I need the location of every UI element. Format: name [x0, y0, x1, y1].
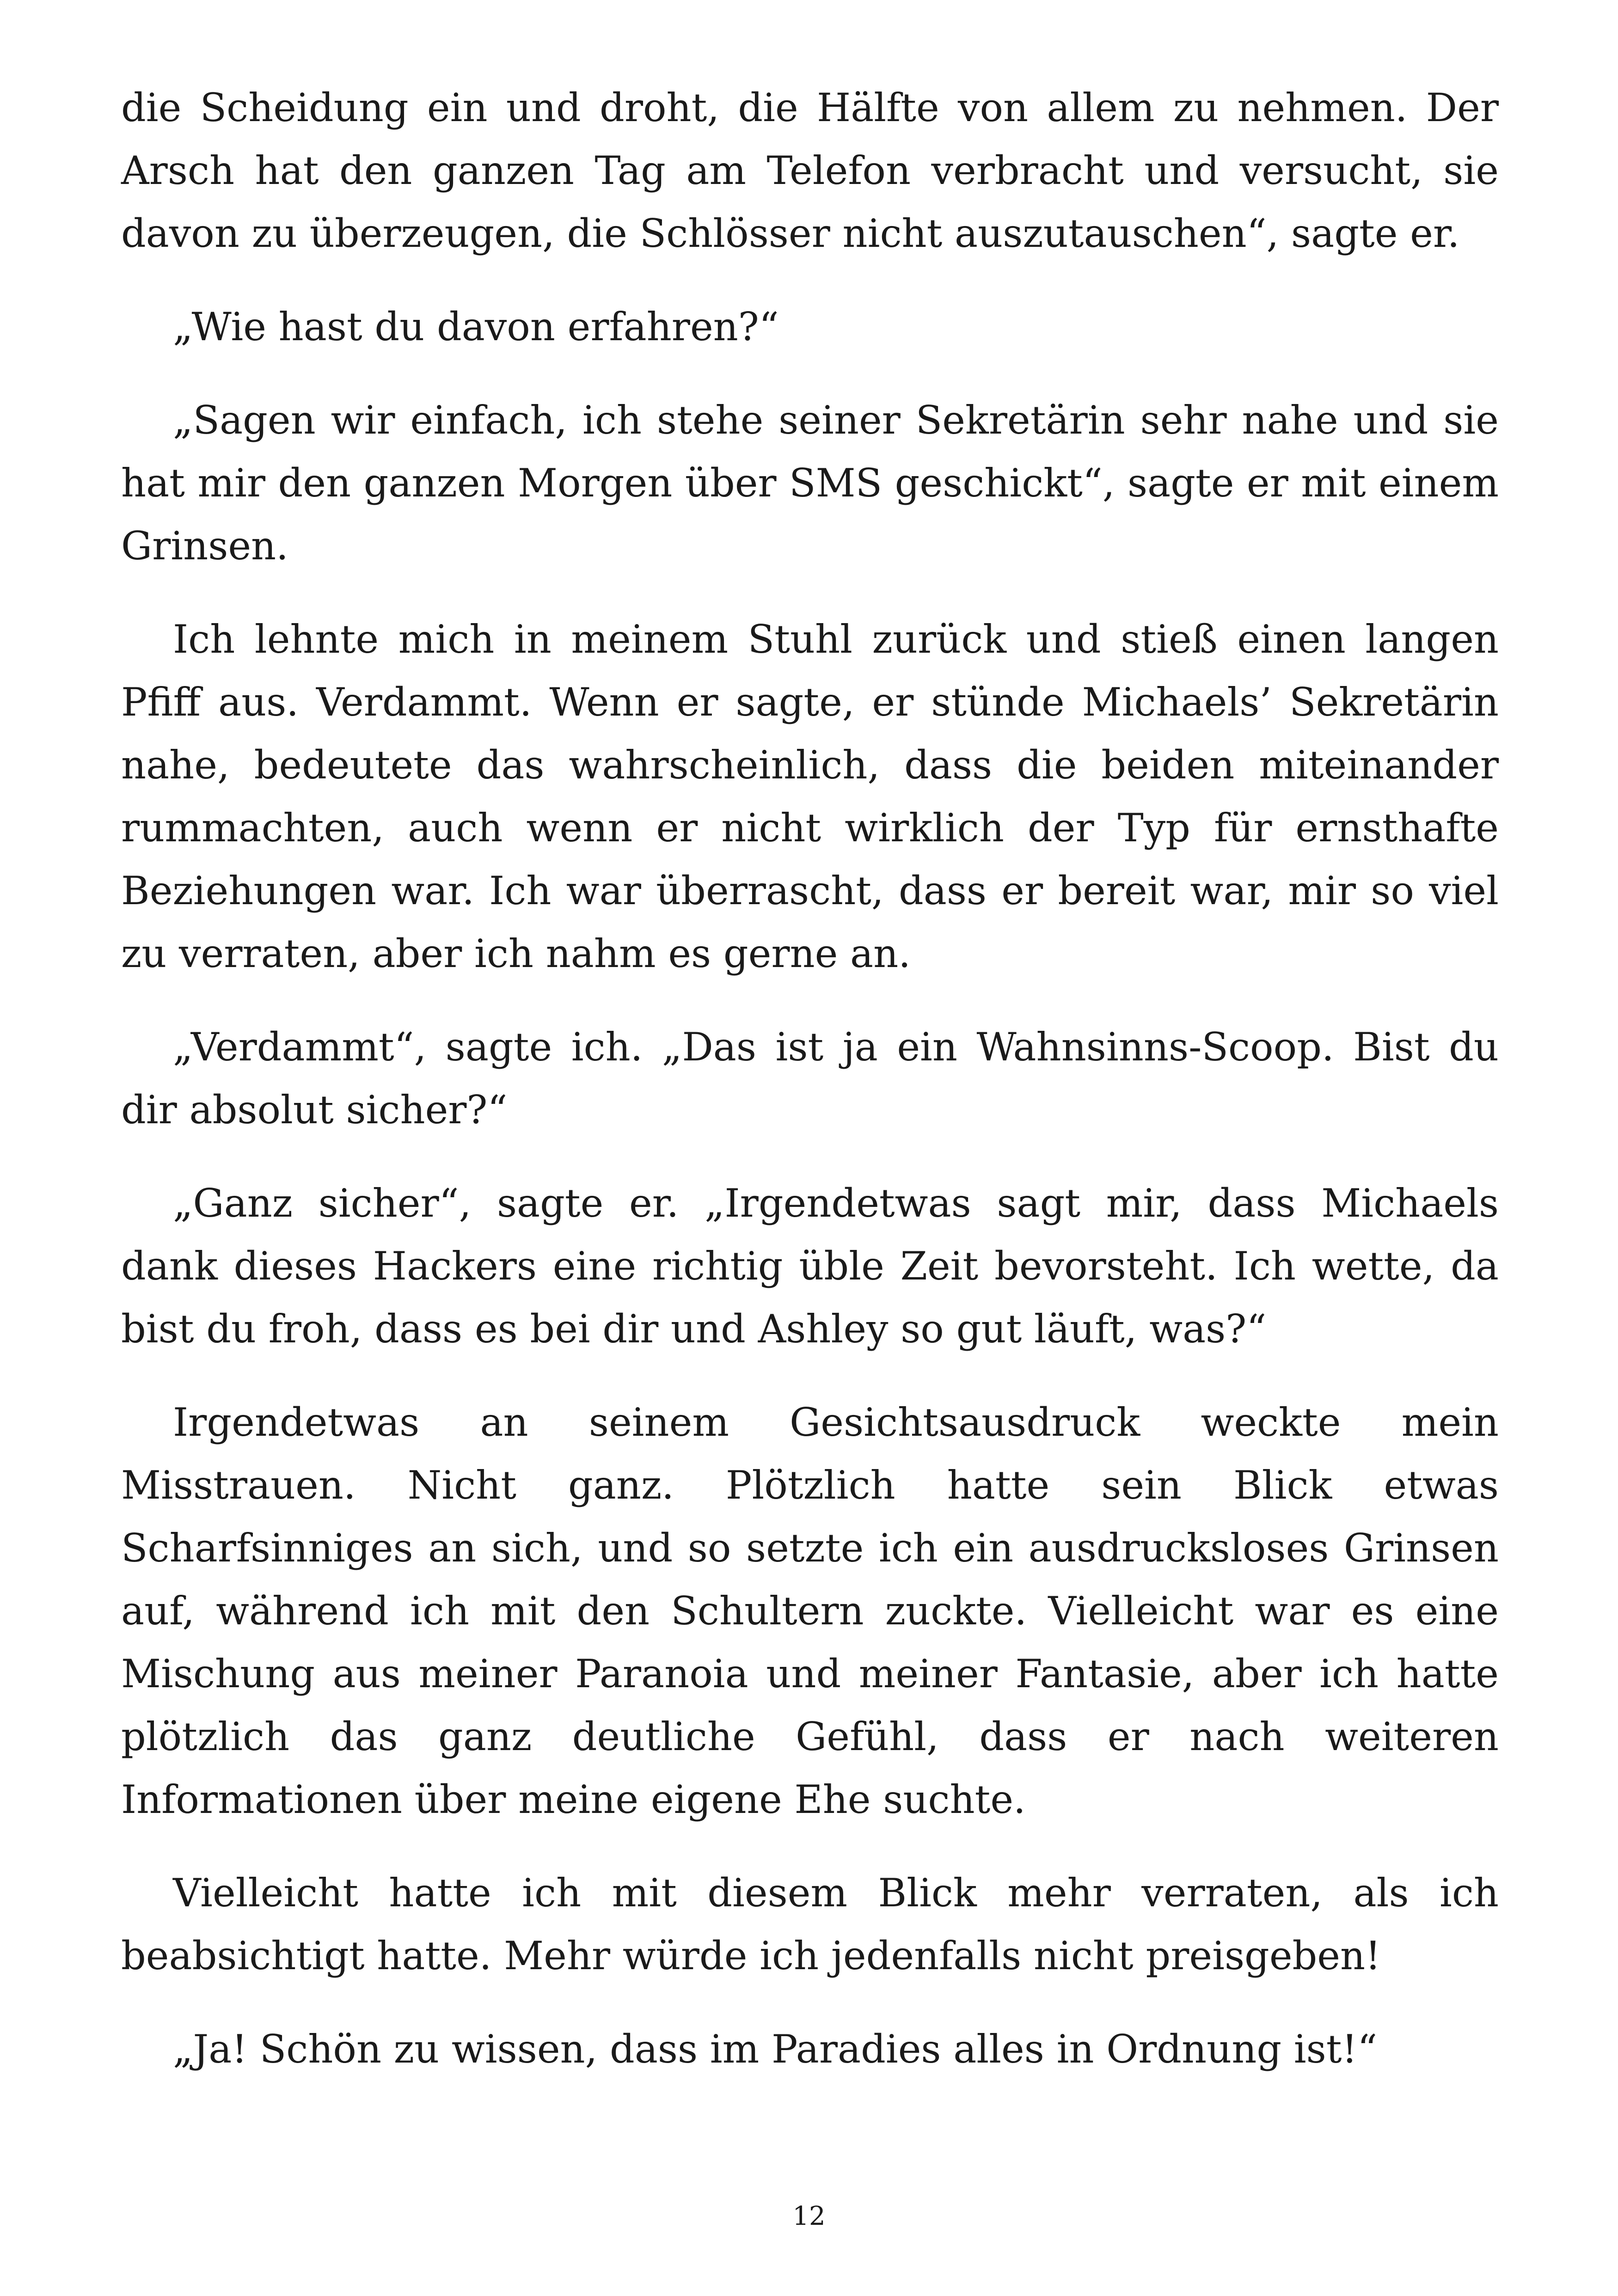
paragraph: „Verdammt“, sagte ich. „Das ist ja ein Wahnsinns-Scoop. Bist du dir absolut sicher?“ [121, 1024, 1499, 1133]
paragraph: Ich lehnte mich in meinem Stuhl zurück und stieß einen langen Pfiff aus. Verdammt. Wenn er sagte, er stünde Michaels’ Sekretärin nahe, bedeutete das wahrscheinlich, dass die beiden miteinander rummachten, auch wenn er nicht wirklich der Typ für ernsthafte Beziehungen war. Ich war überrascht, dass er bereit war, mir so viel zu verraten, aber ich nahm es gerne an. [121, 617, 1499, 976]
paragraph: „Ganz sicher“, sagte er. „Irgendetwas sagt mir, dass Michaels dank dieses Hackers eine richtig üble Zeit bevorsteht. Ich wette, da bist du froh, dass es bei dir und Ashley so gut läuft, was?“ [121, 1181, 1499, 1352]
page-number: 12 [792, 2201, 826, 2231]
paragraph-continuation: die Scheidung ein und droht, die Hälfte von allem zu nehmen. Der Arsch hat den ganzen Tag am Telefon verbracht und versucht, sie davon zu überzeugen, die Schlösser nicht auszutauschen“, sagte er. [121, 85, 1499, 256]
paragraph: „Sagen wir einfach, ich stehe seiner Sekretärin sehr nahe und sie hat mir den ganzen Morgen über SMS geschickt“, sagte er mit einem Grinsen. [121, 398, 1499, 569]
paragraph: „Wie hast du davon erfahren?“ [173, 304, 779, 349]
body-text [121, 76, 1499, 2111]
paragraph: Irgendetwas an seinem Gesichtsausdruck weckte mein Misstrauen. Nicht ganz. Plötzlich hatte sein Blick etwas Scharfsinniges an sich, und so setzte ich ein ausdrucksloses Grinsen auf, während ich mit den Schultern zuckte. Vielleicht war es eine Mischung aus meiner Paranoia und meiner Fantasie, aber ich hatte plötzlich das ganz deutliche Gefühl, dass er nach weiteren Informationen über meine eigene Ehe suchte. [121, 1400, 1499, 1822]
paragraph: „Ja! Schön zu wissen, dass im Paradies alles in Ordnung ist!“ [173, 2027, 1378, 2072]
paragraph: Vielleicht hatte ich mit diesem Blick mehr verraten, als ich beabsichtigt hatte. Mehr würde ich jedenfalls nicht preisgeben! [121, 1870, 1499, 1978]
